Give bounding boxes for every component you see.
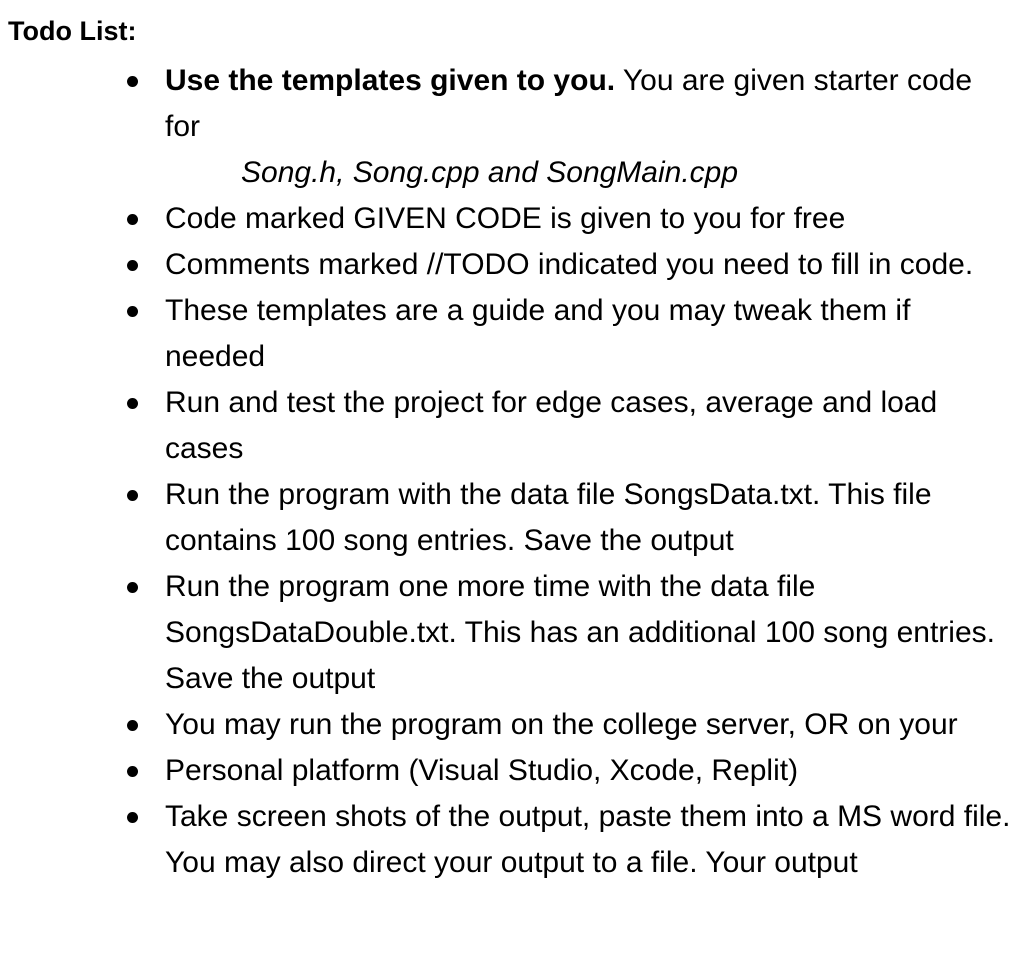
todo-item-text: Comments marked //TODO indicated you need to fill in code. <box>165 248 974 281</box>
todo-item-file-names: Song.h, Song.cpp and SongMain.cpp <box>241 156 739 189</box>
todo-item-text: Code marked GIVEN CODE is given to you for free <box>165 202 846 235</box>
todo-item-text: Take screen shots of the output, paste them into a MS word file. You may also direct your output to a file. Your output <box>165 800 1011 879</box>
todo-item-text: Run the program with the data file SongsData.txt. This file contains 100 song entries. Save the output <box>165 478 932 557</box>
todo-list <box>122 58 1012 886</box>
todo-item-text: You may run the program on the college server, OR on your <box>165 708 958 741</box>
todo-item-templates-guide <box>122 288 1012 380</box>
todo-item-text: These templates are a guide and you may tweak them if needed <box>165 294 911 373</box>
bullet-icon <box>127 260 138 271</box>
bullet-icon <box>127 306 138 317</box>
todo-item-text: You are given starter code for <box>165 64 973 143</box>
todo-item-personal-platform <box>122 748 1012 794</box>
todo-item-songs-data <box>122 472 1012 564</box>
todo-heading: Todo List: <box>8 16 137 46</box>
bullet-icon <box>127 720 138 731</box>
todo-item-given-code <box>122 196 1012 242</box>
todo-item-todo-comments <box>122 242 1012 288</box>
todo-item-bold-text: Use the templates given to you. <box>165 64 616 97</box>
todo-item-text: Personal platform (Visual Studio, Xcode, Replit) <box>165 754 799 787</box>
todo-item-templates <box>122 58 1012 196</box>
todo-item-run-and-test <box>122 380 1012 472</box>
bullet-icon <box>127 76 138 87</box>
bullet-icon <box>127 490 138 501</box>
bullet-icon <box>127 214 138 225</box>
todo-item-songs-data-double <box>122 564 1012 702</box>
todo-item-text: Run the program one more time with the data file SongsDataDouble.txt. This has an additional 100 song entries. Save the output <box>165 570 995 695</box>
bullet-icon <box>127 398 138 409</box>
todo-item-college-server <box>122 702 1012 748</box>
bullet-icon <box>127 582 138 593</box>
bullet-icon <box>127 766 138 777</box>
bullet-icon <box>127 812 138 823</box>
todo-item-screenshots <box>122 794 1012 886</box>
todo-item-text: Run and test the project for edge cases, average and load cases <box>165 386 938 465</box>
